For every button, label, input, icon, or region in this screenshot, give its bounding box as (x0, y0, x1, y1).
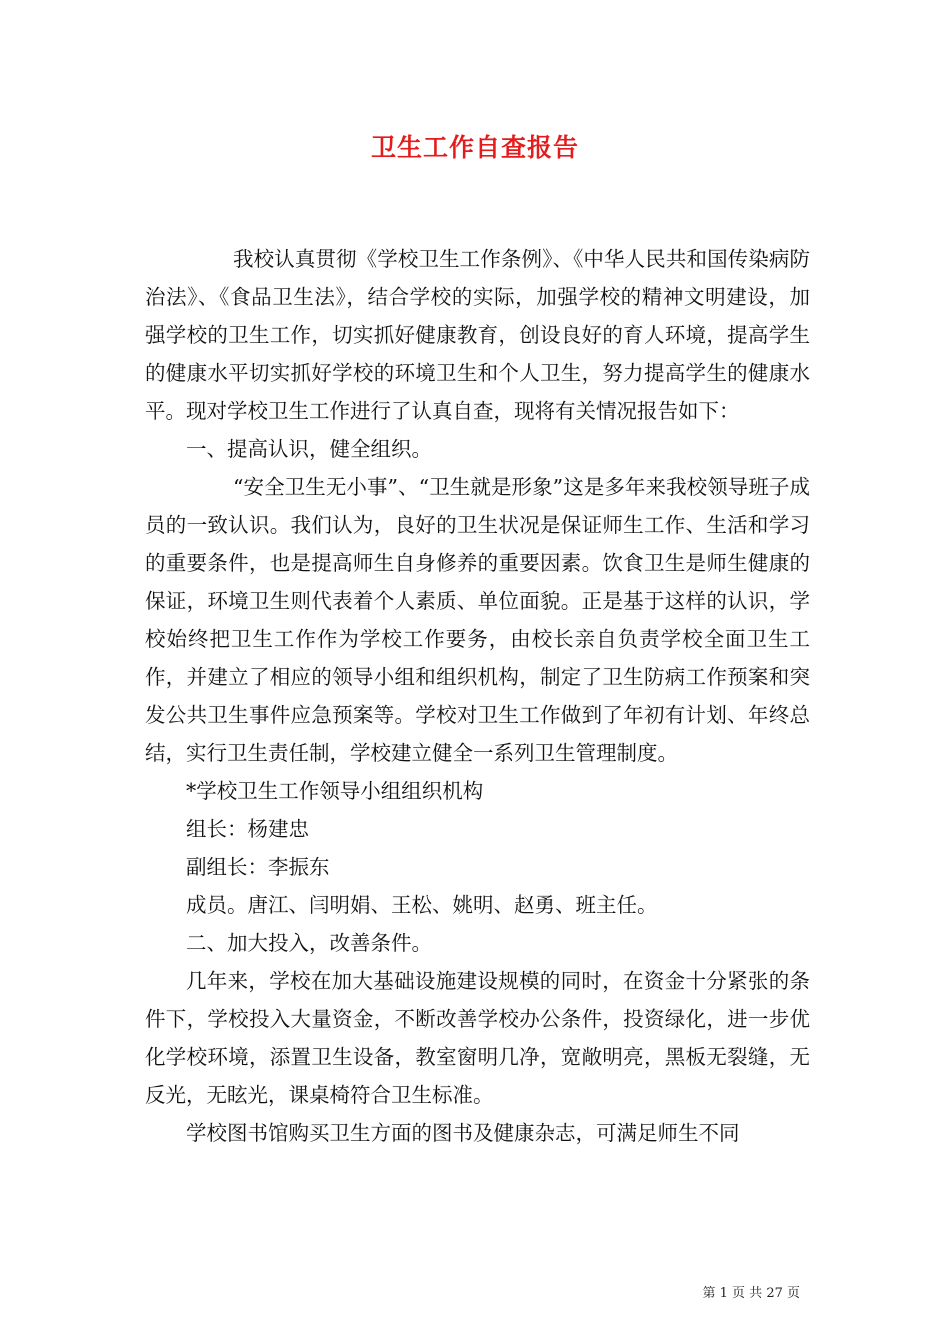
paragraph-investment: 几年来，学校在加大基础设施建设规模的同时，在资金十分紧张的条件下，学校投入大量资金，不断改善学校办公条件，投资绿化，进一步优化学校环境，添置卫生设备，教室窗明几净，宽敞明亮，黑板无裂缝，无反光，无眩光，课桌椅符合卫生标准。 (145, 969, 810, 1107)
group-members: 成员。唐江、闫明娟、王松、姚明、赵勇、班主任。 (186, 893, 658, 917)
paragraph-library: 学校图书馆购买卫生方面的图书及健康杂志，可满足师生不同 (186, 1121, 740, 1145)
document-body (145, 240, 810, 1152)
page-number: 第 1 页 共 27 页 (702, 1286, 800, 1301)
group-leader: 组长：杨建忠 (186, 817, 309, 841)
org-structure-heading: *学校卫生工作领导小组组织机构 (186, 779, 484, 803)
paragraph-awareness: “安全卫生无小事”、“卫生就是形象”这是多年来我校领导班子成员的一致认识。我们认为，良好的卫生状况是保证师生工作、生活和学习的重要条件，也是提高师生自身修养的重要因素。饮食卫生是师生健康的保证，环境卫生则代表着个人素质、单位面貌。正是基于这样的认识，学校始终把卫生工作作为学校工作要务，由校长亲自负责学校全面卫生工作，并建立了相应的领导小组和组织机构，制定了卫生防病工作预案和突发公共卫生事件应急预案等。学校对卫生工作做到了年初有计划、年终总结，实行卫生责任制，学校建立健全一系列卫生管理制度。 (145, 475, 810, 765)
paragraph-intro: 我校认真贯彻《学校卫生工作条例》、《中华人民共和国传染病防治法》、《食品卫生法》，结合学校的实际，加强学校的精神文明建设，加强学校的卫生工作，切实抓好健康教育，创设良好的育人环境，提高学生的健康水平切实抓好学校的环境卫生和个人卫生，努力提高学生的健康水平。现对学校卫生工作进行了认真自查，现将有关情况报告如下： (145, 247, 810, 423)
section-heading-2: 二、加大投入，改善条件。 (186, 931, 432, 955)
section-heading-1: 一、提高认识，健全组织。 (186, 437, 432, 461)
deputy-leader: 副组长：李振东 (186, 855, 330, 879)
document-title: 卫生工作自查报告 (370, 133, 579, 162)
